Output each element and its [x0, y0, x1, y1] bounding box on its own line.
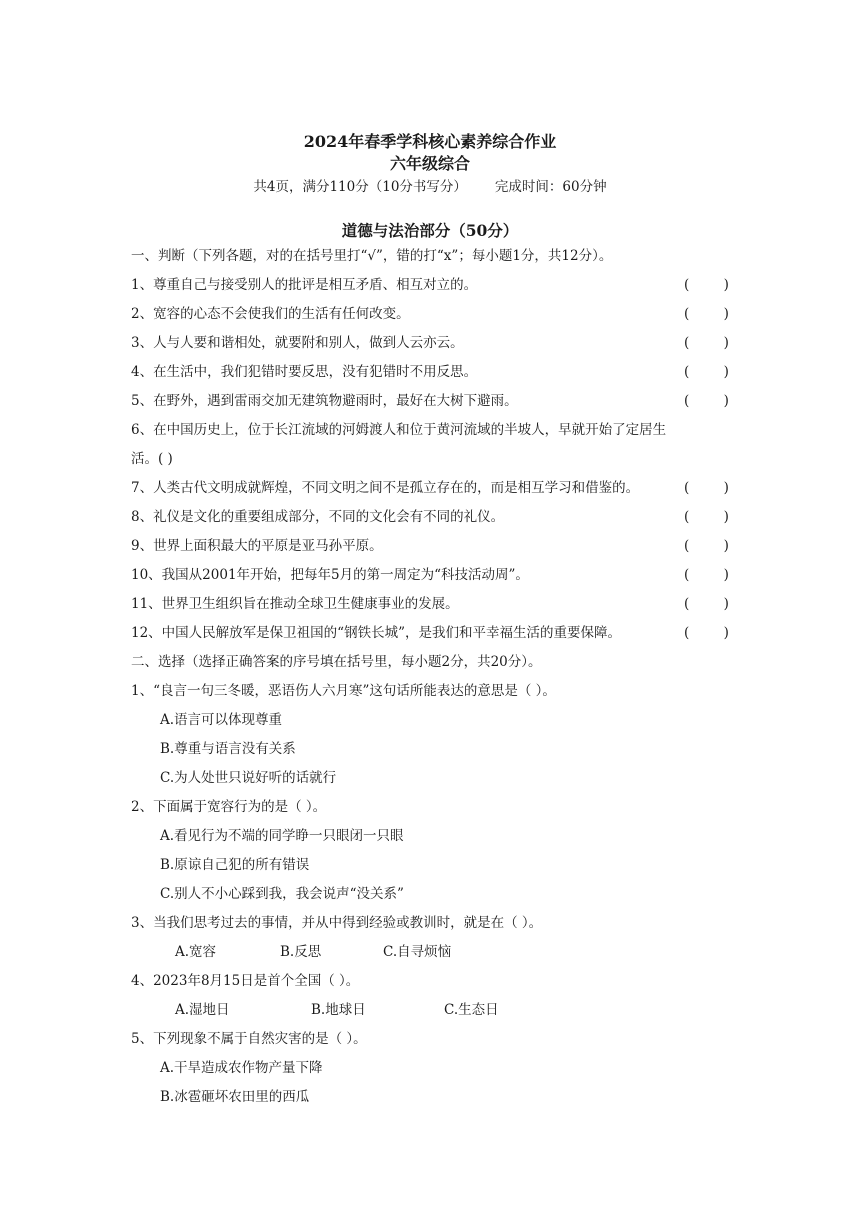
- tf-item-2: 2、宽容的心态不会使我们的生活有任何改变。: [131, 306, 410, 322]
- tf-item-6: 6、在中国历史上，位于长江流域的河姆渡人和位于黄河流域的半坡人，早就开始了定居生: [131, 422, 667, 438]
- mc-q3-option-a: A.宽容: [175, 944, 217, 960]
- exam-subtitle: 六年级综合: [389, 154, 470, 173]
- exam-info: [0, 175, 860, 195]
- tf-answer-bracket-8: ( ): [684, 509, 729, 525]
- mc-question-2: 2、下面属于宽容行为的是（ ）。: [131, 799, 327, 815]
- tf-item-12: 12、中国人民解放军是保卫祖国的“钢铁长城”，是我们和平幸福生活的重要保障。: [131, 625, 621, 641]
- tf-item-1: 1、尊重自己与接受别人的批评是相互矛盾、相互对立的。: [131, 277, 478, 293]
- tf-answer-bracket-9: ( ): [684, 538, 729, 554]
- tf-item-10: 10、我国从2001年开始，把每年5月的第一周定为“科技活动周”。: [131, 567, 529, 583]
- mc-q4-option-a: A.湿地日: [175, 1002, 230, 1018]
- tf-answer-bracket-5: ( ): [684, 393, 729, 409]
- tf-answer-bracket-10: ( ): [684, 567, 729, 583]
- mc-q5-option-a: A.干旱造成农作物产量下降: [160, 1060, 323, 1076]
- mc-q1-option-a: A.语言可以体现尊重: [160, 712, 283, 728]
- exam-info-score: 共4页，满分110分（10分书写分）: [253, 179, 467, 195]
- tf-answer-bracket-3: ( ): [684, 335, 729, 351]
- mc-question-1: 1、“良言一句三冬暖，恶语伤人六月寒”这句话所能表达的意思是（ ）。: [131, 683, 556, 699]
- mc-question-5: 5、下列现象不属于自然灾害的是（ ）。: [131, 1031, 367, 1047]
- mc-q1-option-b: B.尊重与语言没有关系: [160, 741, 296, 757]
- tf-answer-bracket-1: ( ): [684, 277, 729, 293]
- tf-answer-bracket-11: ( ): [684, 596, 729, 612]
- tf-item-4: 4、在生活中，我们犯错时要反思，没有犯错时不用反思。: [131, 364, 478, 380]
- tf-answer-bracket-2: ( ): [684, 306, 729, 322]
- mc-q2-option-c: C.别人不小心踩到我，我会说声“没关系”: [160, 886, 404, 902]
- mc-q4-option-b: B.地球日: [311, 1002, 366, 1018]
- tf-item-7: 7、人类古代文明成就辉煌，不同文明之间不是孤立存在的，而是相互学习和借鉴的。: [131, 480, 640, 496]
- mc-q2-option-a: A.看见行为不端的同学睁一只眼闭一只眼: [160, 828, 404, 844]
- tf-answer-bracket-7: ( ): [684, 480, 729, 496]
- tf-answer-bracket-12: ( ): [684, 625, 729, 641]
- mc-q2-option-b: B.原谅自己犯的所有错误: [160, 857, 310, 873]
- tf-item-8: 8、礼仪是文化的重要组成部分，不同的文化会有不同的礼仪。: [131, 509, 505, 525]
- tf-answer-bracket-4: ( ): [684, 364, 729, 380]
- tf-item-5: 5、在野外，遇到雷雨交加无建筑物避雨时，最好在大树下避雨。: [131, 393, 518, 409]
- mc-q3-option-b: B.反思: [280, 944, 322, 960]
- tf-item-3: 3、人与人要和谐相处，就要附和别人，做到人云亦云。: [131, 335, 464, 351]
- mc-question-3: 3、当我们思考过去的事情，并从中得到经验或教训时，就是在（ ）。: [131, 915, 543, 931]
- mc-q3-option-c: C.自寻烦恼: [383, 944, 452, 960]
- part2-heading: 二、选择（选择正确答案的序号填在括号里，每小题2分，共20分）。: [131, 654, 542, 670]
- exam-info-time: 完成时间：60分钟: [494, 179, 607, 195]
- tf-item-6-cont: 活。( ): [131, 451, 173, 467]
- tf-item-11: 11、世界卫生组织旨在推动全球卫生健康事业的发展。: [131, 596, 459, 612]
- part1-heading: 一、判断（下列各题，对的在括号里打“√”，错的打“x”；每小题1分，共12分）。: [131, 248, 613, 264]
- mc-q4-option-c: C.生态日: [444, 1002, 499, 1018]
- mc-q1-option-c: C.为人处世只说好听的话就行: [160, 770, 337, 786]
- section-title: 道德与法治部分（50分）: [341, 221, 519, 240]
- mc-q5-option-b: B.冰雹砸坏农田里的西瓜: [160, 1089, 310, 1105]
- mc-question-4: 4、2023年8月15日是首个全国（ ）。: [131, 973, 360, 989]
- tf-item-9: 9、世界上面积最大的平原是亚马孙平原。: [131, 538, 383, 554]
- exam-title: 2024年春季学科核心素养综合作业: [303, 132, 557, 151]
